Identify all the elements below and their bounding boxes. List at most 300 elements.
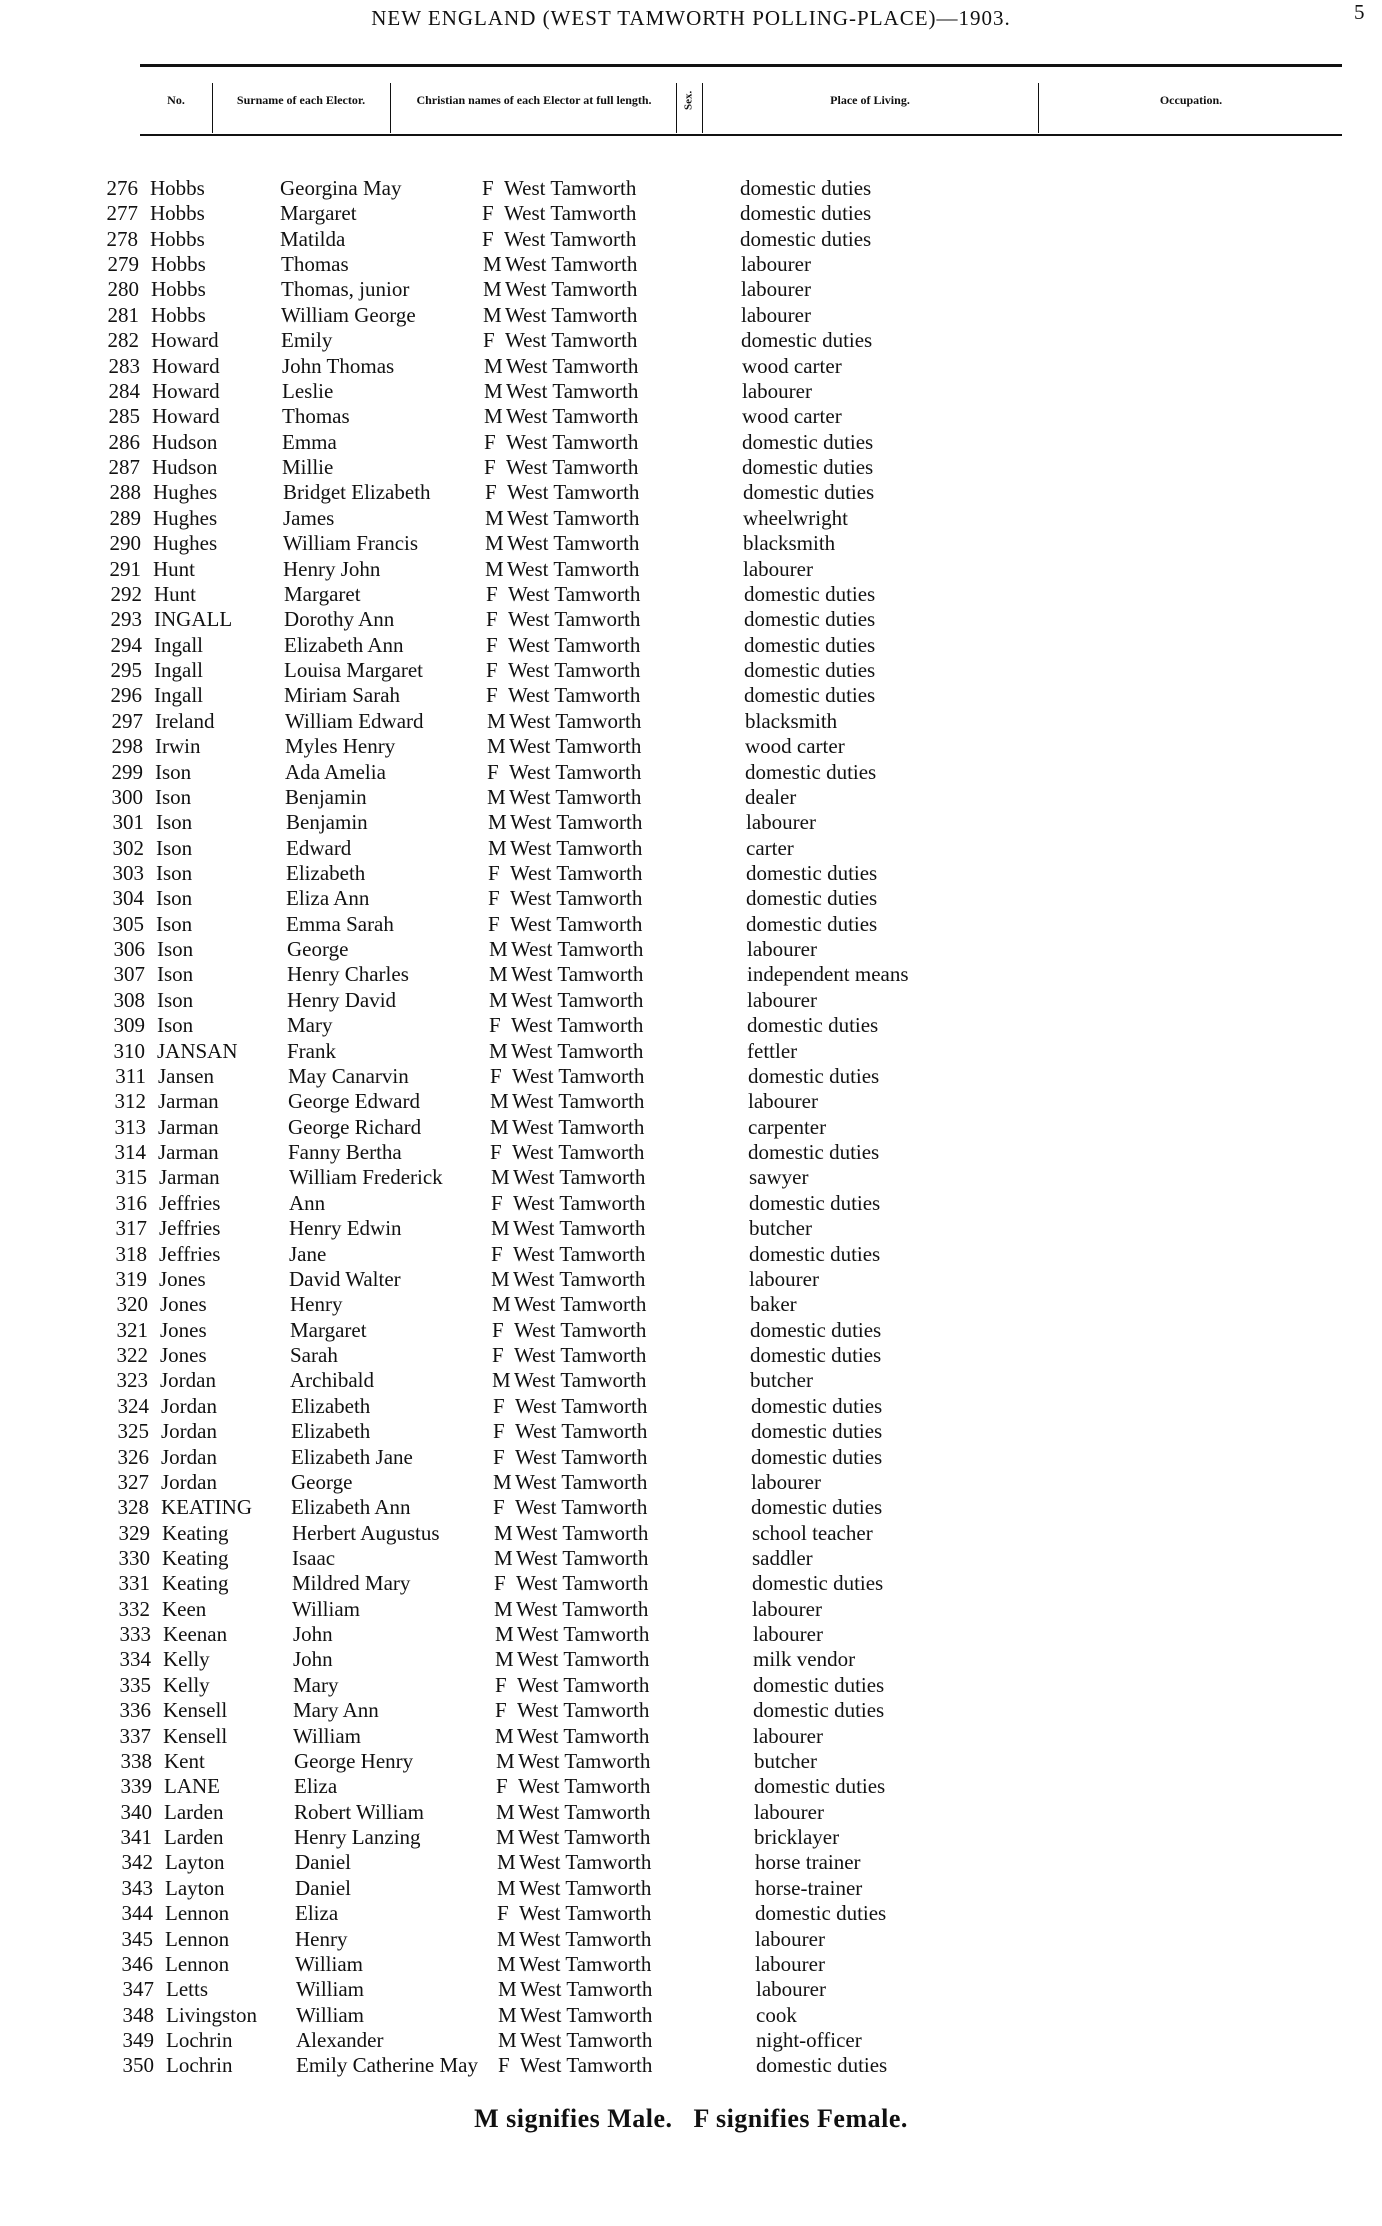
elector-sex: M	[484, 404, 503, 429]
table-row	[0, 277, 1382, 302]
elector-christian-names: Henry John	[283, 556, 381, 581]
elector-occupation: labourer	[747, 987, 817, 1012]
elector-christian-names: William Frederick	[289, 1165, 443, 1190]
elector-place-of-living: West Tamworth	[519, 1850, 652, 1875]
elector-surname: Irwin	[155, 734, 201, 759]
elector-sex: M	[491, 1165, 510, 1190]
elector-occupation: horse-trainer	[755, 1875, 863, 1900]
elector-christian-names: Edward	[286, 835, 352, 860]
elector-christian-names: George Edward	[288, 1089, 420, 1114]
table-row	[0, 1952, 1382, 1977]
elector-surname: Jeffries	[159, 1241, 221, 1266]
table-row	[0, 937, 1382, 962]
table-row	[0, 1445, 1382, 1470]
elector-surname: Kensell	[163, 1723, 228, 1748]
elector-sex: F	[489, 1013, 501, 1038]
elector-sex: M	[485, 556, 504, 581]
table-row	[0, 1698, 1382, 1723]
elector-christian-names: William	[296, 1977, 364, 2002]
elector-place-of-living: West Tamworth	[518, 1748, 651, 1773]
elector-place-of-living: West Tamworth	[504, 176, 637, 200]
elector-place-of-living: West Tamworth	[508, 632, 641, 657]
table-row	[0, 252, 1382, 277]
elector-number: 278	[106, 226, 138, 251]
elector-sex: M	[492, 1368, 511, 1393]
elector-surname: Ingall	[154, 632, 203, 657]
elector-surname: Jarman	[158, 1140, 219, 1165]
elector-number: 276	[106, 176, 138, 200]
elector-surname: Hunt	[153, 556, 195, 581]
elector-number: 282	[107, 328, 139, 353]
elector-surname: Jarman	[159, 1165, 220, 1190]
elector-number: 308	[113, 987, 145, 1012]
elector-place-of-living: West Tamworth	[517, 1723, 650, 1748]
elector-surname: Jordan	[161, 1419, 217, 1444]
elector-sex: F	[486, 581, 498, 606]
elector-number: 286	[108, 429, 140, 454]
elector-surname: INGALL	[154, 607, 233, 632]
elector-surname: Hobbs	[151, 302, 206, 327]
elector-christian-names: Mary Ann	[293, 1698, 379, 1723]
elector-place-of-living: West Tamworth	[513, 1241, 646, 1266]
elector-surname: Jarman	[158, 1089, 219, 1114]
table-row	[0, 1165, 1382, 1190]
elector-christian-names: John	[293, 1622, 333, 1647]
elector-place-of-living: West Tamworth	[508, 607, 641, 632]
elector-place-of-living: West Tamworth	[506, 455, 639, 480]
elector-surname: Lochrin	[166, 2053, 233, 2078]
table-row	[0, 1927, 1382, 1952]
elector-sex: M	[487, 708, 506, 733]
elector-sex: M	[497, 1850, 516, 1875]
elector-place-of-living: West Tamworth	[507, 505, 640, 530]
elector-number: 314	[114, 1140, 146, 1165]
elector-occupation: school teacher	[752, 1520, 873, 1545]
elector-occupation: domestic duties	[756, 2053, 888, 2078]
elector-number: 338	[120, 1748, 152, 1773]
elector-surname: Keating	[162, 1545, 229, 1570]
elector-occupation: blacksmith	[743, 531, 836, 556]
elector-occupation: domestic duties	[748, 1063, 880, 1088]
elector-place-of-living: West Tamworth	[508, 581, 641, 606]
elector-christian-names: Myles Henry	[285, 734, 396, 759]
elector-occupation: domestic duties	[743, 480, 875, 505]
table-row	[0, 1749, 1382, 1774]
elector-number: 305	[112, 911, 144, 936]
elector-occupation: labourer	[753, 1723, 823, 1748]
elector-place-of-living: West Tamworth	[515, 1444, 648, 1469]
elector-number: 309	[113, 1013, 145, 1038]
elector-surname: Lennon	[165, 1901, 230, 1926]
elector-number: 319	[115, 1266, 147, 1291]
elector-number: 347	[122, 1977, 154, 2002]
elector-occupation: labourer	[753, 1622, 823, 1647]
elector-number: 285	[108, 404, 140, 429]
elector-occupation: domestic duties	[744, 581, 876, 606]
elector-sex: M	[495, 1647, 514, 1672]
elector-occupation: night-officer	[756, 2028, 862, 2052]
elector-place-of-living: West Tamworth	[510, 886, 643, 911]
elector-sex: F	[493, 1444, 505, 1469]
elector-christian-names: William Francis	[283, 531, 419, 556]
elector-place-of-living: West Tamworth	[504, 201, 637, 226]
elector-christian-names: Ann	[289, 1190, 326, 1215]
elector-surname: Howard	[152, 404, 220, 429]
elector-sex: M	[497, 1951, 516, 1976]
elector-surname: Jordan	[161, 1469, 217, 1494]
table-row	[0, 557, 1382, 582]
table-row	[0, 1850, 1382, 1875]
elector-place-of-living: West Tamworth	[520, 2028, 653, 2052]
elector-sex: M	[485, 531, 504, 556]
elector-surname: Jones	[160, 1317, 207, 1342]
elector-number: 302	[112, 835, 144, 860]
elector-surname: Ison	[157, 937, 194, 962]
elector-place-of-living: West Tamworth	[516, 1596, 649, 1621]
elector-christian-names: David Walter	[289, 1266, 401, 1291]
elector-surname: Livingston	[166, 2002, 258, 2027]
elector-christian-names: Thomas	[281, 252, 349, 277]
elector-place-of-living: West Tamworth	[509, 759, 642, 784]
elector-number: 326	[117, 1444, 149, 1469]
elector-occupation: domestic duties	[742, 429, 874, 454]
elector-occupation: bricklayer	[754, 1825, 840, 1850]
elector-sex: F	[488, 860, 500, 885]
elector-occupation: domestic duties	[750, 1317, 882, 1342]
elector-surname: Jordan	[160, 1368, 216, 1393]
table-row	[0, 1774, 1382, 1799]
elector-surname: Ison	[156, 835, 193, 860]
elector-occupation: domestic duties	[749, 1241, 881, 1266]
elector-occupation: labourer	[741, 252, 811, 277]
elector-place-of-living: West Tamworth	[511, 1013, 644, 1038]
elector-occupation: domestic duties	[746, 911, 878, 936]
elector-number: 335	[119, 1672, 151, 1697]
elector-place-of-living: West Tamworth	[519, 1875, 652, 1900]
table-row	[0, 1267, 1382, 1292]
elector-number: 290	[109, 531, 141, 556]
elector-christian-names: James	[283, 505, 335, 530]
elector-number: 329	[118, 1520, 150, 1545]
elector-christian-names: Mildred Mary	[292, 1571, 411, 1596]
elector-sex: F	[488, 886, 500, 911]
elector-place-of-living: West Tamworth	[509, 784, 642, 809]
table-row	[0, 2003, 1382, 2028]
elector-surname: Kelly	[163, 1647, 210, 1672]
elector-number: 313	[114, 1114, 146, 1139]
elector-surname: Jarman	[158, 1114, 219, 1139]
elector-christian-names: Thomas	[282, 404, 350, 429]
elector-christian-names: Ada Amelia	[285, 759, 386, 784]
elector-place-of-living: West Tamworth	[505, 302, 638, 327]
elector-place-of-living: West Tamworth	[514, 1343, 647, 1368]
table-row	[0, 1368, 1382, 1393]
table-row	[0, 886, 1382, 911]
table-row	[0, 1191, 1382, 1216]
elector-place-of-living: West Tamworth	[520, 2002, 653, 2027]
elector-occupation: labourer	[755, 1926, 825, 1951]
elector-number: 279	[107, 252, 139, 277]
elector-sex: M	[487, 784, 506, 809]
elector-number: 337	[119, 1723, 151, 1748]
elector-place-of-living: West Tamworth	[507, 556, 640, 581]
elector-place-of-living: West Tamworth	[505, 252, 638, 277]
elector-place-of-living: West Tamworth	[511, 987, 644, 1012]
elector-sex: M	[491, 1266, 510, 1291]
elector-sex: M	[497, 1875, 516, 1900]
elector-christian-names: Elizabeth Ann	[291, 1495, 411, 1520]
elector-sex: M	[496, 1825, 515, 1850]
elector-christian-names: Emily	[281, 328, 333, 353]
elector-surname: Layton	[165, 1850, 225, 1875]
elector-sex: F	[485, 480, 497, 505]
elector-number: 294	[110, 632, 142, 657]
column-divider	[1038, 83, 1039, 133]
elector-place-of-living: West Tamworth	[510, 911, 643, 936]
elector-place-of-living: West Tamworth	[515, 1469, 648, 1494]
elector-christian-names: Dorothy Ann	[284, 607, 395, 632]
elector-number: 284	[108, 378, 140, 403]
table-row	[0, 607, 1382, 632]
header-bottom-rule	[140, 134, 1342, 136]
elector-place-of-living: West Tamworth	[517, 1647, 650, 1672]
elector-sex: F	[498, 2053, 510, 2078]
elector-occupation: labourer	[747, 937, 817, 962]
elector-sex: F	[482, 201, 494, 226]
table-row	[0, 2028, 1382, 2053]
elector-christian-names: Eliza	[294, 1774, 338, 1799]
elector-occupation: baker	[750, 1292, 797, 1317]
elector-place-of-living: West Tamworth	[507, 531, 640, 556]
table-row	[0, 962, 1382, 987]
table-row	[0, 760, 1382, 785]
elector-surname: Ison	[157, 962, 194, 987]
elector-christian-names: Elizabeth	[286, 860, 366, 885]
elector-number: 346	[121, 1951, 153, 1976]
elector-occupation: labourer	[748, 1089, 818, 1114]
elector-number: 303	[112, 860, 144, 885]
elector-christian-names: Herbert Augustus	[292, 1520, 440, 1545]
elector-place-of-living: West Tamworth	[514, 1317, 647, 1342]
elector-surname: Lennon	[165, 1951, 230, 1976]
elector-number: 344	[121, 1901, 153, 1926]
elector-number: 295	[110, 658, 142, 683]
table-row	[0, 1343, 1382, 1368]
elector-christian-names: Margaret	[280, 201, 357, 226]
elector-sex: F	[486, 632, 498, 657]
elector-surname: Larden	[164, 1799, 224, 1824]
elector-occupation: domestic duties	[753, 1672, 885, 1697]
column-divider	[212, 83, 213, 133]
table-row	[0, 201, 1382, 226]
elector-surname: Hughes	[153, 480, 218, 505]
elector-sex: F	[497, 1901, 509, 1926]
elector-place-of-living: West Tamworth	[510, 835, 643, 860]
elector-sex: M	[493, 1469, 512, 1494]
elector-sex: F	[494, 1571, 506, 1596]
table-row	[0, 734, 1382, 759]
elector-sex: M	[498, 2028, 517, 2052]
elector-occupation: domestic duties	[744, 658, 876, 683]
elector-place-of-living: West Tamworth	[516, 1571, 649, 1596]
elector-christian-names: William	[293, 1723, 361, 1748]
table-row	[0, 785, 1382, 810]
elector-number: 292	[110, 581, 142, 606]
table-row	[0, 1876, 1382, 1901]
table-row	[0, 176, 1382, 201]
table-row	[0, 658, 1382, 683]
elector-surname: Hobbs	[150, 226, 205, 251]
elector-number: 333	[119, 1622, 151, 1647]
elector-number: 277	[106, 201, 138, 226]
elector-number: 339	[120, 1774, 152, 1799]
elector-number: 288	[109, 480, 141, 505]
elector-sex: F	[483, 328, 495, 353]
sex-legend: M signifies Male. F signifies Female.	[474, 2104, 908, 2133]
elector-sex: M	[489, 937, 508, 962]
elector-number: 330	[118, 1545, 150, 1570]
elector-occupation: wood carter	[745, 734, 845, 759]
elector-place-of-living: West Tamworth	[510, 860, 643, 885]
table-row	[0, 328, 1382, 353]
elector-place-of-living: West Tamworth	[517, 1622, 650, 1647]
table-row	[0, 1039, 1382, 1064]
elector-sex: F	[487, 759, 499, 784]
table-row	[0, 709, 1382, 734]
elector-occupation: labourer	[743, 556, 813, 581]
table-row	[0, 988, 1382, 1013]
elector-surname: Ison	[156, 810, 193, 835]
elector-number: 341	[120, 1825, 152, 1850]
elector-christian-names: Jane	[289, 1241, 327, 1266]
elector-place-of-living: West Tamworth	[511, 962, 644, 987]
elector-place-of-living: West Tamworth	[519, 1951, 652, 1976]
column-header-occupation: Occupation.	[1159, 93, 1223, 107]
elector-christian-names: Emma Sarah	[286, 911, 394, 936]
table-row	[0, 1622, 1382, 1647]
elector-place-of-living: West Tamworth	[504, 226, 637, 251]
table-row	[0, 1673, 1382, 1698]
column-header-surname: Surname of each Elector.	[236, 93, 366, 107]
elector-christian-names: Louisa Margaret	[284, 658, 423, 683]
elector-place-of-living: West Tamworth	[515, 1495, 648, 1520]
elector-surname: Kent	[164, 1748, 205, 1773]
elector-surname: Ireland	[155, 708, 215, 733]
elector-christian-names: William	[296, 2002, 364, 2027]
elector-surname: Keenan	[163, 1622, 228, 1647]
elector-place-of-living: West Tamworth	[507, 480, 640, 505]
elector-occupation: wood carter	[742, 353, 842, 378]
elector-surname: Lennon	[165, 1926, 230, 1951]
elector-occupation: blacksmith	[745, 708, 838, 733]
column-header-sex: Sex.	[682, 90, 695, 111]
elector-sex: F	[490, 1140, 502, 1165]
elector-number: 280	[107, 277, 139, 302]
column-header-row	[140, 67, 1342, 134]
elector-number: 289	[109, 505, 141, 530]
elector-number: 324	[117, 1393, 149, 1418]
table-row	[0, 455, 1382, 480]
table-row	[0, 1115, 1382, 1140]
elector-sex: M	[484, 353, 503, 378]
elector-surname: Letts	[166, 1977, 208, 2002]
elector-place-of-living: West Tamworth	[514, 1368, 647, 1393]
elector-occupation: labourer	[741, 302, 811, 327]
elector-number: 332	[118, 1596, 150, 1621]
elector-occupation: cook	[756, 2002, 797, 2027]
elector-place-of-living: West Tamworth	[515, 1419, 648, 1444]
elector-christian-names: Elizabeth	[291, 1419, 371, 1444]
elector-surname: Ison	[156, 860, 193, 885]
elector-surname: Hudson	[152, 429, 218, 454]
table-row	[0, 2053, 1382, 2078]
elector-christian-names: Emma	[282, 429, 337, 454]
elector-occupation: domestic duties	[748, 1140, 880, 1165]
elector-sex: F	[484, 455, 496, 480]
elector-number: 281	[107, 302, 139, 327]
elector-occupation: domestic duties	[742, 455, 874, 480]
elector-christian-names: Margaret	[290, 1317, 367, 1342]
elector-place-of-living: West Tamworth	[513, 1266, 646, 1291]
elector-surname: KEATING	[161, 1495, 252, 1520]
elector-christian-names: May Canarvin	[288, 1063, 409, 1088]
table-row	[0, 836, 1382, 861]
elector-occupation: butcher	[754, 1748, 817, 1773]
elector-sex: F	[490, 1063, 502, 1088]
elector-surname: Hobbs	[150, 176, 205, 200]
elector-christian-names: Sarah	[290, 1343, 338, 1368]
elector-christian-names: Frank	[287, 1038, 336, 1063]
table-row	[0, 1495, 1382, 1520]
elector-occupation: labourer	[742, 378, 812, 403]
elector-number: 315	[115, 1165, 147, 1190]
elector-place-of-living: West Tamworth	[512, 1140, 645, 1165]
table-row	[0, 1242, 1382, 1267]
elector-christian-names: Thomas, junior	[281, 277, 410, 302]
elector-place-of-living: West Tamworth	[519, 1901, 652, 1926]
table-row	[0, 1470, 1382, 1495]
elector-surname: Keating	[162, 1571, 229, 1596]
table-row	[0, 1419, 1382, 1444]
table-row	[0, 1521, 1382, 1546]
table-row	[0, 1292, 1382, 1317]
elector-sex: M	[497, 1926, 516, 1951]
elector-surname: Ison	[157, 1013, 194, 1038]
elector-occupation: domestic duties	[741, 328, 873, 353]
column-divider	[702, 83, 703, 133]
elector-surname: Ison	[157, 987, 194, 1012]
elector-sex: M	[485, 505, 504, 530]
elector-occupation: carpenter	[748, 1114, 827, 1139]
elector-number: 306	[113, 937, 145, 962]
elector-sex: M	[483, 277, 502, 302]
elector-surname: Howard	[152, 353, 220, 378]
elector-surname: Ison	[155, 759, 192, 784]
elector-christian-names: Henry Lanzing	[294, 1825, 421, 1850]
elector-number: 343	[121, 1875, 153, 1900]
elector-surname: Keating	[162, 1520, 229, 1545]
elector-number: 336	[119, 1698, 151, 1723]
table-row	[0, 379, 1382, 404]
elector-number: 334	[119, 1647, 151, 1672]
elector-number: 317	[115, 1216, 147, 1241]
elector-place-of-living: West Tamworth	[506, 404, 639, 429]
elector-number: 350	[122, 2053, 154, 2078]
elector-place-of-living: West Tamworth	[505, 328, 638, 353]
elector-christian-names: William	[295, 1951, 363, 1976]
elector-place-of-living: West Tamworth	[518, 1825, 651, 1850]
elector-sex: M	[490, 1114, 509, 1139]
